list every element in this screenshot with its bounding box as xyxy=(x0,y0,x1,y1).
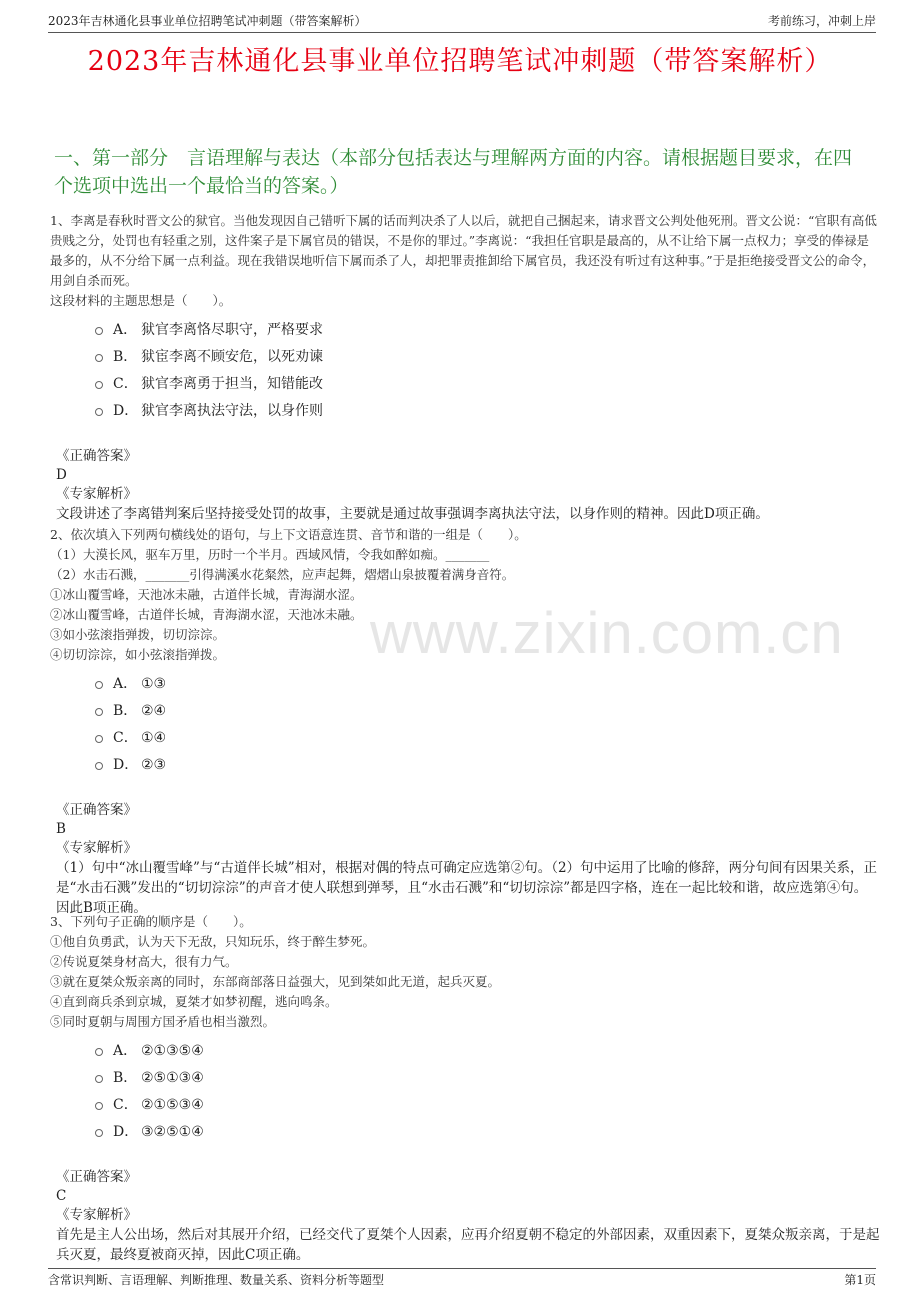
option-b[interactable]: B． 狱宦李离不顾安危，以死劝谏 xyxy=(50,344,880,371)
radio-icon[interactable] xyxy=(95,1102,103,1110)
question-line: ④切切淙淙，如小弦滚指弹拨。 xyxy=(50,647,226,662)
radio-icon[interactable] xyxy=(95,408,103,416)
question-line: ③如小弦滚指弹拨，切切淙淙。 xyxy=(50,627,226,642)
radio-icon[interactable] xyxy=(95,327,103,335)
answer-value: B xyxy=(56,821,66,837)
radio-icon[interactable] xyxy=(95,735,103,743)
question-1 xyxy=(50,211,880,524)
radio-icon[interactable] xyxy=(95,354,103,362)
question-line: ①他自负勇武，认为天下无敌，只知玩乐，终于醉生梦死。 xyxy=(50,934,376,949)
analysis-text: （1）句中“冰山覆雪峰”与“古道伴长城”相对，根据对偶的特点可确定应选第②句。（2）句中运用了比喻的修辞，两分句间有因果关系，正是“水击石溅”发出的“切切淙淙”的声音才使人联想到弹琴，且“水击石溅”和“切切淙淙”都是四字格，连在一起比较和谐，故应选第④句。因此B项正确。 xyxy=(56,860,878,916)
radio-icon[interactable] xyxy=(95,708,103,716)
page-header xyxy=(48,10,876,33)
watermark: www.zixin.com.cn xyxy=(370,601,844,666)
question-line: ②冰山覆雪峰，古道伴长城，青海湖水涩，天池冰未融。 xyxy=(50,607,363,622)
answer-value: C xyxy=(56,1188,67,1204)
question-stem: 1、李离是春秋时晋文公的狱官。当他发现因自己错听下属的话而判决杀了人以后，就把自己捆起来，请求晋文公判处他死刑。晋文公说：“官职有高低贵贱之分，处罚也有轻重之别，这件案子是下属官员的错误，不是你的罪过。”李离说：“我担任官职是最高的，从不让给下属一点权力；享受的俸禄是最多的，从不分给下属一点利益。现在我错误地听信下属而杀了人，却把罪责推卸给下属官员，我还没有听过有这种事。”于是拒绝接受晋文公的命令，用剑自杀而死。 xyxy=(50,213,877,288)
question-line: ⑤同时夏朝与周围方国矛盾也相当激烈。 xyxy=(50,1014,276,1029)
option-a[interactable]: A． ①③ xyxy=(50,671,880,698)
question-line: （1）大漠长风，驱车万里，历时一个半月。西域风情，令我如醉如痴。_______ xyxy=(50,547,490,562)
option-d[interactable]: D． 狱官李离执法守法，以身作则 xyxy=(50,398,880,425)
question-line: ③就在夏桀众叛亲离的同时，东部商部落日益强大，见到桀如此无道，起兵灭夏。 xyxy=(50,974,501,989)
question-stem: 2、依次填入下列两句横线处的语句，与上下文语意连贯、音节和谐的一组是（ ）。 xyxy=(50,527,527,542)
question-stem: 3、下列句子正确的顺序是（ ）。 xyxy=(50,914,252,929)
answer-label: 《正确答案》 xyxy=(56,448,137,464)
answer-label: 《正确答案》 xyxy=(56,1169,137,1185)
answer-block xyxy=(50,801,880,918)
option-b[interactable]: B． ②⑤①③④ xyxy=(50,1065,880,1092)
answer-value: D xyxy=(56,467,67,483)
analysis-label: 《专家解析》 xyxy=(56,486,137,502)
header-left-text: 2023年吉林通化县事业单位招聘笔试冲刺题（带答案解析） xyxy=(48,14,367,28)
option-list xyxy=(50,671,880,779)
question-3 xyxy=(50,912,880,1265)
header-right-text: 考前练习，冲刺上岸 xyxy=(767,14,876,28)
radio-icon[interactable] xyxy=(95,1129,103,1137)
option-list xyxy=(50,1038,880,1146)
document-title: 2023年吉林通化县事业单位招聘笔试冲刺题（带答案解析） xyxy=(87,46,833,77)
answer-block xyxy=(50,1168,880,1265)
radio-icon[interactable] xyxy=(95,762,103,770)
question-line: ①冰山覆雪峰，天池冰未融，古道伴长城，青海湖水涩。 xyxy=(50,587,363,602)
answer-block xyxy=(50,447,880,524)
question-prompt: 这段材料的主题思想是（ ）。 xyxy=(50,293,232,308)
page-footer xyxy=(48,1268,876,1291)
question-line: （2）水击石溅，_______引得满溪水花粲然，应声起舞，熠熠山泉披覆着满身音符。 xyxy=(50,567,515,582)
radio-icon[interactable] xyxy=(95,1075,103,1083)
footer-left-text: 含常识判断、言语理解、判断推理、数量关系、资料分析等题型 xyxy=(48,1273,385,1287)
option-d[interactable]: D． ③②⑤①④ xyxy=(50,1119,880,1146)
option-c[interactable]: C． ②①⑤③④ xyxy=(50,1092,880,1119)
radio-icon[interactable] xyxy=(95,681,103,689)
option-c[interactable]: C． ①④ xyxy=(50,725,880,752)
option-d[interactable]: D． ②③ xyxy=(50,752,880,779)
option-list xyxy=(50,317,880,425)
radio-icon[interactable] xyxy=(95,381,103,389)
question-line: ④直到商兵杀到京城，夏桀才如梦初醒，逃向鸣条。 xyxy=(50,994,338,1009)
option-a[interactable]: A． ②①③⑤④ xyxy=(50,1038,880,1065)
radio-icon[interactable] xyxy=(95,1048,103,1056)
page-number: 第1页 xyxy=(844,1273,876,1287)
option-c[interactable]: C． 狱官李离勇于担当，知错能改 xyxy=(50,371,880,398)
option-a[interactable]: A． 狱官李离恪尽职守，严格要求 xyxy=(50,317,880,344)
analysis-text: 文段讲述了李离错判案后坚持接受处罚的故事，主要就是通过故事强调李离执法守法，以身作则的精神。因此D项正确。 xyxy=(56,506,769,522)
option-b[interactable]: B． ②④ xyxy=(50,698,880,725)
question-2 xyxy=(50,525,880,918)
answer-label: 《正确答案》 xyxy=(56,802,137,818)
analysis-label: 《专家解析》 xyxy=(56,1207,137,1223)
analysis-label: 《专家解析》 xyxy=(56,840,137,856)
section-heading: 一、第一部分 言语理解与表达（本部分包括表达与理解两方面的内容。请根据题目要求，在四个选项中选出一个最恰当的答案。） xyxy=(54,147,853,197)
analysis-text: 首先是主人公出场，然后对其展开介绍，已经交代了夏桀个人因素，应再介绍夏朝不稳定的外部因素，双重因素下，夏桀众叛亲离，于是起兵灭夏，最终夏被商灭掉，因此C项正确。 xyxy=(56,1227,880,1263)
question-line: ②传说夏桀身材高大，很有力气。 xyxy=(50,954,238,969)
